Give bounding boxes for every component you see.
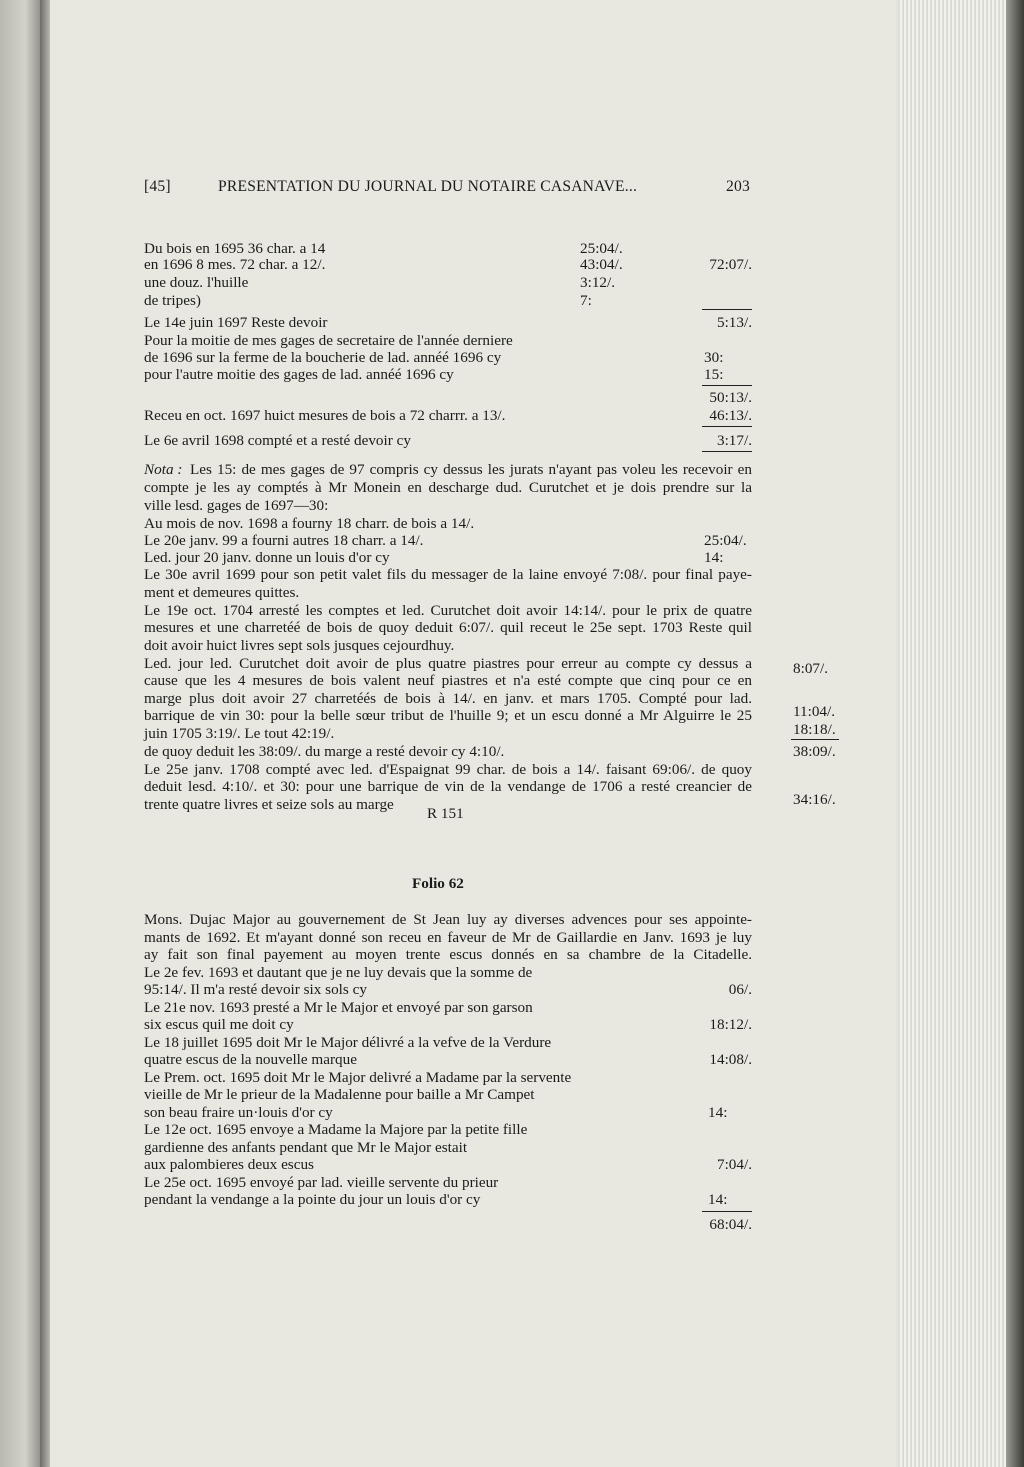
nota-text: ville lesd. gages de 1697—30: xyxy=(144,497,329,514)
entry-line: Le 6e avril 1698 compté et a resté devoir cy xyxy=(144,432,411,449)
entry-line: trente quatre livres et seize sols au marge xyxy=(144,796,394,813)
amount: 14: xyxy=(708,1104,728,1121)
sum-rule xyxy=(702,451,752,452)
page-number: 203 xyxy=(726,178,750,195)
entry-line: Led. jour 20 janv. donne un louis d'or cy xyxy=(144,549,390,566)
nota-text: compte je les ay comptés à Mr Monein en descharge dud. Curutchet et je dois prendre sur la xyxy=(144,479,752,496)
subtotal-amount: 50:13/. xyxy=(709,389,752,406)
entry-line: 95:14/. Il m'a resté devoir six sols cy xyxy=(144,981,367,998)
entry-line: barrique de vin 30: pour la belle sœur tribut de l'huille 9; et un escu donné a Mr Alguirre le 25 xyxy=(144,707,752,724)
entry-line: gardienne des anfants pendant que Mr le Major estait xyxy=(144,1139,468,1156)
sum-rule xyxy=(702,426,752,427)
entry-line: pendant la vendange a la pointe du jour un louis d'or cy xyxy=(144,1191,481,1208)
amount: 14: xyxy=(704,549,724,566)
amount: 7: xyxy=(580,292,592,309)
entry-line: Pour la moitie de mes gages de secretaire de l'année derniere xyxy=(144,332,513,349)
entry-line: Le Prem. oct. 1695 doit Mr le Major delivré a Madame par la servente xyxy=(144,1069,572,1086)
total-amount: 3:17/. xyxy=(716,432,752,449)
entry-line: Le 18 juillet 1695 doit Mr le Major délivré a la vefve de la Verdure xyxy=(144,1034,552,1051)
amount: 15: xyxy=(704,366,724,383)
entry-line: Le 19e oct. 1704 arresté les comptes et led. Curutchet doit avoir 14:14/. pour le prix de quatre xyxy=(144,602,752,619)
entry-line: Mons. Dujac Major au gouvernement de St Jean luy ay diverses advences pour ses appointe- xyxy=(144,911,752,928)
amount: 14: xyxy=(708,1191,728,1208)
entry-line: quatre escus de la nouvelle marque xyxy=(144,1051,357,1068)
entry-line: Le 21e nov. 1693 presté a Mr le Major et envoyé par son garson xyxy=(144,999,533,1016)
entry-line: vieille de Mr le prieur de la Madalenne pour baille a Mr Campet xyxy=(144,1086,535,1103)
amount: 43:04/. xyxy=(580,256,623,273)
amount: 25:04/. xyxy=(704,532,747,549)
folio-title: Folio 62 xyxy=(412,875,464,892)
sum-rule xyxy=(702,385,752,386)
amount: 25:04/. xyxy=(580,240,623,257)
entry-line: en 1696 8 mes. 72 char. a 12/. xyxy=(144,256,326,273)
entry-line: doit avoir huict livres sept sols jusques cejourdhuy. xyxy=(144,637,455,654)
total-amount: 72:07/. xyxy=(709,256,752,273)
entry-line: Le 25e oct. 1695 envoyé par lad. vieille servente du prieur xyxy=(144,1174,499,1191)
entry-line: Le 25e janv. 1708 compté avec led. d'Espaignat 99 char. de bois a 14/. faisant 69:06/. de quoy xyxy=(144,761,752,778)
sum-rule xyxy=(702,309,752,310)
page-edges-stack xyxy=(900,0,1024,1467)
entry-line: de quoy deduit les 38:09/. du marge a resté devoir cy 4:10/. xyxy=(144,743,505,760)
total-amount: 5:13/. xyxy=(716,314,752,331)
entry-line: son beau fraire un·louis d'or cy xyxy=(144,1104,333,1121)
entry-line: ment et demeures quittes. xyxy=(144,584,300,601)
entry-line: ay fait son final payement au moyen trente escus donnés en sa chambre de la Citadelle. xyxy=(144,946,752,963)
amount: 18:12/. xyxy=(709,1016,752,1033)
margin-amount: 18:18/. xyxy=(793,721,836,738)
entry-line: juin 1705 3:19/. Le tout 42:19/. xyxy=(144,725,335,742)
entry-line: de tripes) xyxy=(144,292,201,309)
amount: 06/. xyxy=(728,981,752,998)
total-amount: 68:04/. xyxy=(709,1216,752,1233)
reference: R 151 xyxy=(427,805,464,822)
entry-line: Le 20e janv. 99 a fourni autres 18 charr. a 14/. xyxy=(144,532,424,549)
entry-line: Le 12e oct. 1695 envoye a Madame la Majore par la petite fille xyxy=(144,1121,528,1138)
amount: 3:12/. xyxy=(580,274,616,291)
entry-line: une douz. l'huille xyxy=(144,274,249,291)
sum-rule xyxy=(702,1211,752,1212)
entry-line: de 1696 sur la ferme de la boucherie de lad. annéé 1696 cy xyxy=(144,349,502,366)
entry-line: Au mois de nov. 1698 a fourny 18 charr. de bois a 14/. xyxy=(144,515,475,532)
entry-line: deduit lesd. 4:10/. et 30: pour une barrique de vin de la vendange de 1706 a resté creancier de xyxy=(144,778,752,795)
entry-line: Le 14e juin 1697 Reste devoir xyxy=(144,314,328,331)
page-ref: [45] xyxy=(144,178,171,195)
margin-amount: 11:04/. xyxy=(793,703,836,720)
entry-line: Led. jour led. Curutchet doit avoir de plus quatre piastres pour erreur au compte cy dessus a xyxy=(144,655,752,672)
margin-amount: 8:07/. xyxy=(793,660,829,677)
entry-line: mesures et une charretéé de bois de quoy deduit 6:07/. quil receut le 25e sept. 1703 Reste quil xyxy=(144,619,752,636)
entry-line: Receu en oct. 1697 huict mesures de bois a 72 charrr. a 13/. xyxy=(144,407,506,424)
amount: 30: xyxy=(704,349,724,366)
entry-line: aux palombieres deux escus xyxy=(144,1156,314,1173)
sum-rule xyxy=(791,739,839,740)
entry-line: marge plus doit avoir 27 charretéés de bois à 14/. en janv. et mars 1705. Compté pour lad. xyxy=(144,690,752,707)
margin-amount: 38:09/. xyxy=(793,743,836,760)
entry-line: cause que les 4 mesures de bois valent neuf piastres et n'a esté compte que cinq pour ce en xyxy=(144,672,752,689)
entry-line: pour l'autre moitie des gages de lad. annéé 1696 cy xyxy=(144,366,454,383)
entry-line: six escus quil me doit cy xyxy=(144,1016,294,1033)
running-title: PRESENTATION DU JOURNAL DU NOTAIRE CASANAVE... xyxy=(218,178,638,195)
amount: 14:08/. xyxy=(709,1051,752,1068)
margin-amount: 34:16/. xyxy=(793,791,836,808)
amount: 7:04/. xyxy=(716,1156,752,1173)
total-amount: 46:13/. xyxy=(709,407,752,424)
entry-line: Le 2e fev. 1693 et dautant que je ne luy devais que la somme de xyxy=(144,964,533,981)
entry-line: Le 30e avril 1699 pour son petit valet fils du messager de la laine envoyé 7:08/. pour final paye- xyxy=(144,566,752,583)
nota-text: Les 15: de mes gages de 97 compris cy dessus les jurats n'ayant pas voleu les recevoir en xyxy=(190,461,752,478)
entry-line: mants de 1692. Et m'ayant donné son receu en faveur de Mr de Gaillardie en Janv. 1693 je luy xyxy=(144,929,752,946)
nota-label: Nota : xyxy=(144,461,183,478)
entry-line: Du bois en 1695 36 char. a 14 xyxy=(144,240,326,257)
